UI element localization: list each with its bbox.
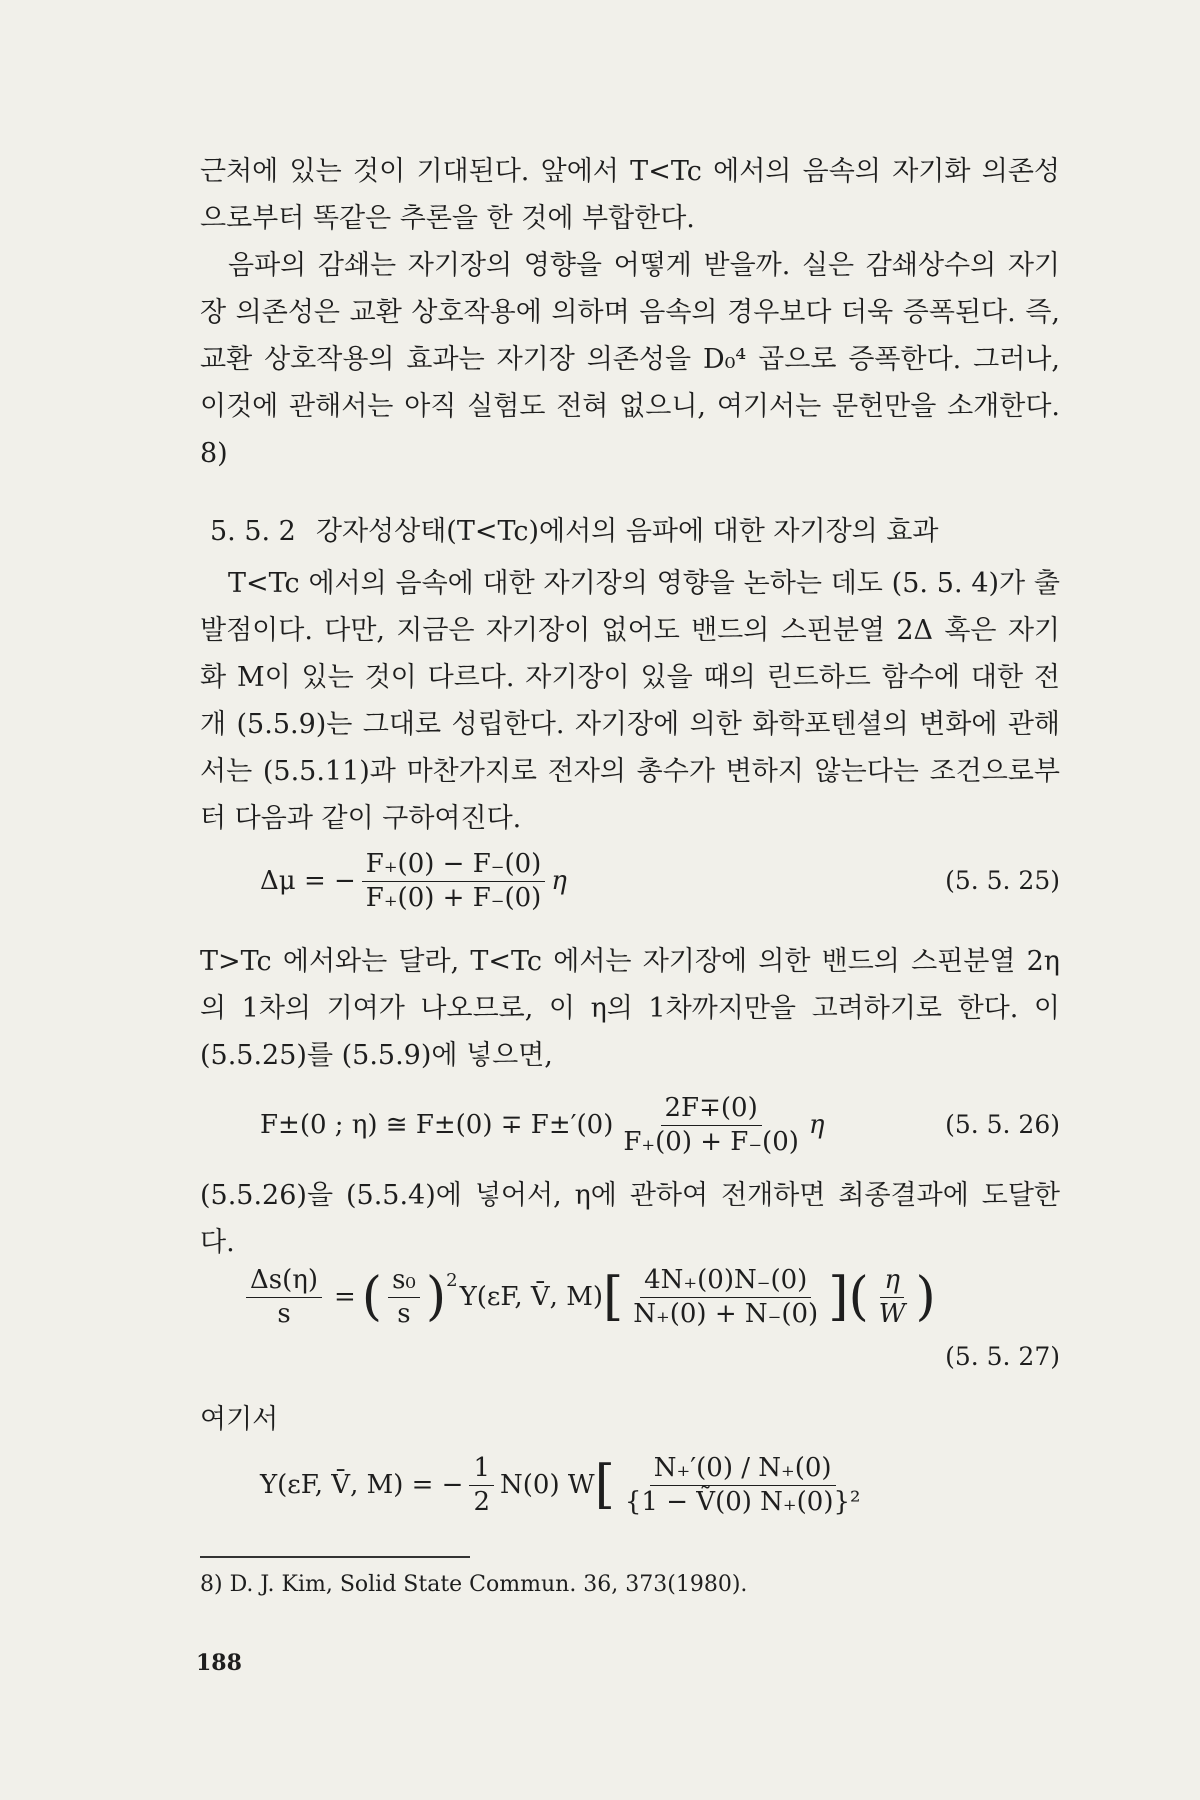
eq27-ratio-numerator: s₀ <box>388 1266 420 1298</box>
eq27-equals: = <box>333 1282 356 1313</box>
eq27-right-fraction <box>875 1266 910 1328</box>
paragraph-5: (5.5.26)을 (5.5.4)에 넣어서, η에 관하여 전개하면 최종결과에 도달한다. <box>200 1180 1060 1258</box>
eq25-numerator: F₊(0) − F₋(0) <box>362 850 546 882</box>
eq27-paren-close: ) <box>425 1267 447 1328</box>
equation-y-definition <box>200 1448 1060 1538</box>
eqY-numerator: N₊′(0) / N₊(0) <box>650 1454 836 1486</box>
eq26-tail: η <box>808 1110 825 1141</box>
eq27-paren2-close: ) <box>915 1267 936 1328</box>
eq27-right-denominator: W <box>878 1298 906 1329</box>
eq25-lhs: Δμ = − <box>260 866 356 897</box>
eq26-fraction <box>619 1094 803 1156</box>
eqY-half-denominator: 2 <box>473 1486 491 1517</box>
equation-5-5-27 <box>200 1262 1060 1382</box>
eq27-ratio-denominator: s <box>397 1298 411 1329</box>
eq27-square: 2 <box>446 1270 458 1291</box>
equation-5-5-25 <box>200 842 1060 922</box>
section-title: 강자성상태(T<Tc)에서의 음파에 대한 자기장의 효과 <box>315 516 939 547</box>
eq26-label: (5. 5. 26) <box>945 1110 1060 1139</box>
eq27-mid-numerator: 4N₊(0)N₋(0) <box>640 1266 811 1298</box>
eq27-lhs-fraction <box>246 1266 322 1328</box>
eq27-bracket-open: [ <box>602 1267 624 1328</box>
page-number: 188 <box>196 1650 242 1676</box>
eqY-mid: N(0) W <box>500 1470 595 1501</box>
eq27-lhs-denominator: s <box>277 1298 291 1329</box>
eq26-numerator: 2F∓(0) <box>661 1094 762 1126</box>
paragraph-4: T>Tc 에서와는 달라, T<Tc 에서는 자기장에 의한 밴드의 스핀분열 2η의 1차의 기여가 나오므로, 이 η의 1차까지만을 고려하기로 한다. 이 (5.5.25)를 (5.5.9)에 넣으면, <box>200 946 1060 1071</box>
section-heading <box>210 512 1070 552</box>
footnote: 8) D. J. Kim, Solid State Commun. 36, 373(1980). <box>200 1572 748 1597</box>
eqY-half-fraction <box>469 1454 494 1516</box>
eq25-fraction <box>362 850 546 912</box>
eqY-denominator: {1 − Ṽ(0) N₊(0)}² <box>624 1486 861 1517</box>
eq26-denominator: F₊(0) + F₋(0) <box>623 1126 799 1157</box>
eqY-lhs: Y(εF, V̄, M) = − <box>260 1470 464 1501</box>
equation-5-5-26 <box>200 1086 1060 1166</box>
eq27-paren2-open: ( <box>848 1267 869 1328</box>
eq27-mid-fraction <box>629 1266 822 1328</box>
eq27-right-numerator: η <box>880 1266 904 1298</box>
eq27-y: Y(εF, V̄, M) <box>459 1282 603 1313</box>
eq27-ratio-fraction <box>388 1266 420 1328</box>
footnote-rule <box>200 1556 470 1558</box>
eq27-label: (5. 5. 27) <box>945 1342 1060 1371</box>
paragraph-3: T<Tc 에서의 음속에 대한 자기장의 영향을 논하는 데도 (5. 5. 4)가 출발점이다. 다만, 지금은 자기장이 없어도 밴드의 스핀분열 2Δ 혹은 자기화 M이 있는 것이 다르다. 자기장이 있을 때의 린드하드 함수에 대한 전개 (5.5.9)는 그대로 성립한다. 자기장에 의한 화학포텐셜의 변화에 관해서는 (5.5.11)과 마찬가지로 전자의 총수가 변하지 않는다는 조건으로부터 다음과 같이 구하여진다. <box>200 568 1060 834</box>
eq25-label: (5. 5. 25) <box>945 866 1060 895</box>
eq25-denominator: F₊(0) + F₋(0) <box>365 882 542 913</box>
paragraph-2: 음파의 감쇄는 자기장의 영향을 어떻게 받을까. 실은 감쇄상수의 자기장 의존성은 교환 상호작용에 의하며 음속의 경우보다 더욱 증폭된다. 즉, 교환 상호작용의 효과는 자기장 의존성을 D₀⁴ 곱으로 증폭한다. 그러나, 이것에 관해서는 아직 실험도 전혀 없으니, 여기서는 문헌만을 소개한다. 8) <box>200 250 1060 469</box>
eqY-fraction <box>621 1454 865 1516</box>
eq25-tail: η <box>551 866 567 897</box>
section-number: 5. 5. 2 <box>210 516 296 547</box>
eq27-paren-open: ( <box>361 1267 383 1328</box>
eq27-mid-denominator: N₊(0) + N₋(0) <box>633 1298 819 1329</box>
paragraph-1: 근처에 있는 것이 기대된다. 앞에서 T<Tc 에서의 음속의 자기화 의존성으로부터 똑같은 추론을 한 것에 부합한다. <box>200 156 1060 234</box>
eqY-bracket-open: [ <box>594 1455 615 1516</box>
eq26-lhs: F±(0 ; η) ≅ F±(0) ∓ F±′(0) <box>260 1110 614 1141</box>
eqY-half-numerator: 1 <box>469 1454 494 1486</box>
paragraph-6: 여기서 <box>200 1404 279 1435</box>
eq27-bracket-close: ] <box>828 1267 849 1328</box>
eq27-lhs-numerator: Δs(η) <box>246 1266 322 1298</box>
